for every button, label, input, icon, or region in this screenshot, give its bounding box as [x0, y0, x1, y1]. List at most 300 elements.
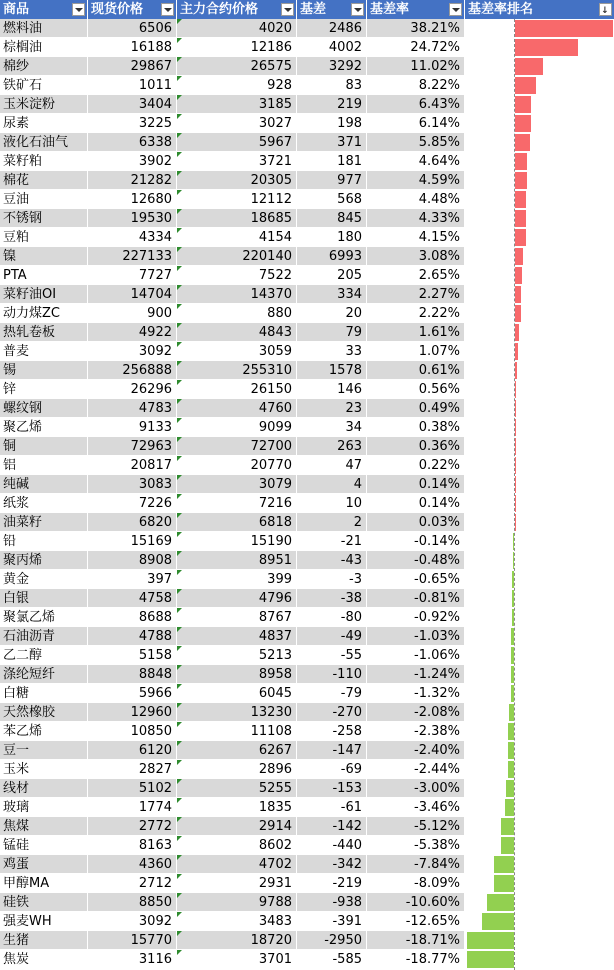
commodity-cell[interactable]: 普麦	[0, 342, 88, 361]
futures-price-cell[interactable]: 928	[177, 76, 297, 95]
commodity-cell[interactable]: 焦煤	[0, 817, 88, 836]
basis-rate-cell[interactable]: 0.36%	[367, 437, 465, 456]
basis-rate-cell[interactable]: 4.64%	[367, 152, 465, 171]
basis-cell[interactable]: -258	[297, 722, 367, 741]
spot-price-cell[interactable]: 3225	[88, 114, 177, 133]
commodity-cell[interactable]: 硅铁	[0, 893, 88, 912]
basis-rate-cell[interactable]: 1.61%	[367, 323, 465, 342]
commodity-cell[interactable]: 纯碱	[0, 475, 88, 494]
futures-price-cell[interactable]: 12186	[177, 38, 297, 57]
futures-price-cell[interactable]: 4154	[177, 228, 297, 247]
spot-price-cell[interactable]: 3092	[88, 912, 177, 931]
rank-bar-cell[interactable]	[465, 646, 614, 665]
spot-price-cell[interactable]: 4360	[88, 855, 177, 874]
spot-price-cell[interactable]: 19530	[88, 209, 177, 228]
basis-cell[interactable]: -61	[297, 798, 367, 817]
commodity-cell[interactable]: 铁矿石	[0, 76, 88, 95]
spot-price-cell[interactable]: 256888	[88, 361, 177, 380]
basis-cell[interactable]: 3292	[297, 57, 367, 76]
spot-price-cell[interactable]: 397	[88, 570, 177, 589]
futures-price-cell[interactable]: 5213	[177, 646, 297, 665]
rank-bar-cell[interactable]	[465, 323, 614, 342]
rank-bar-cell[interactable]	[465, 741, 614, 760]
basis-rate-cell[interactable]: 2.65%	[367, 266, 465, 285]
basis-rate-cell[interactable]: -3.00%	[367, 779, 465, 798]
spot-price-cell[interactable]: 1011	[88, 76, 177, 95]
futures-price-cell[interactable]: 9099	[177, 418, 297, 437]
futures-price-cell[interactable]: 7522	[177, 266, 297, 285]
basis-cell[interactable]: -219	[297, 874, 367, 893]
commodity-cell[interactable]: 天然橡胶	[0, 703, 88, 722]
futures-price-cell[interactable]: 7216	[177, 494, 297, 513]
basis-rate-cell[interactable]: -2.08%	[367, 703, 465, 722]
spot-price-cell[interactable]: 15770	[88, 931, 177, 950]
spot-price-cell[interactable]: 3902	[88, 152, 177, 171]
spot-price-cell[interactable]: 9133	[88, 418, 177, 437]
header-basis[interactable]	[297, 0, 367, 19]
basis-cell[interactable]: -440	[297, 836, 367, 855]
basis-rate-cell[interactable]: 0.03%	[367, 513, 465, 532]
commodity-cell[interactable]: 锡	[0, 361, 88, 380]
rank-bar-cell[interactable]	[465, 209, 614, 228]
rank-bar-cell[interactable]	[465, 247, 614, 266]
commodity-cell[interactable]: 白糖	[0, 684, 88, 703]
rank-bar-cell[interactable]	[465, 133, 614, 152]
rank-bar-cell[interactable]	[465, 532, 614, 551]
basis-cell[interactable]: -342	[297, 855, 367, 874]
basis-rate-cell[interactable]: 11.02%	[367, 57, 465, 76]
futures-price-cell[interactable]: 26575	[177, 57, 297, 76]
rank-bar-cell[interactable]	[465, 456, 614, 475]
commodity-cell[interactable]: 鸡蛋	[0, 855, 88, 874]
futures-price-cell[interactable]: 8958	[177, 665, 297, 684]
basis-cell[interactable]: -49	[297, 627, 367, 646]
basis-cell[interactable]: 263	[297, 437, 367, 456]
basis-rate-cell[interactable]: 0.22%	[367, 456, 465, 475]
futures-price-cell[interactable]: 4837	[177, 627, 297, 646]
futures-price-cell[interactable]: 26150	[177, 380, 297, 399]
basis-cell[interactable]: 371	[297, 133, 367, 152]
commodity-cell[interactable]: 白银	[0, 589, 88, 608]
futures-price-cell[interactable]: 11108	[177, 722, 297, 741]
basis-rate-cell[interactable]: 4.48%	[367, 190, 465, 209]
basis-rate-cell[interactable]: 1.07%	[367, 342, 465, 361]
rank-bar-cell[interactable]	[465, 228, 614, 247]
basis-rate-cell[interactable]: -0.92%	[367, 608, 465, 627]
commodity-cell[interactable]: 线材	[0, 779, 88, 798]
basis-rate-cell[interactable]: 0.14%	[367, 475, 465, 494]
rank-bar-cell[interactable]	[465, 437, 614, 456]
commodity-cell[interactable]: 菜籽粕	[0, 152, 88, 171]
rank-bar-cell[interactable]	[465, 38, 614, 57]
basis-cell[interactable]: 79	[297, 323, 367, 342]
futures-price-cell[interactable]: 4843	[177, 323, 297, 342]
spot-price-cell[interactable]: 10850	[88, 722, 177, 741]
rank-bar-cell[interactable]	[465, 513, 614, 532]
basis-rate-cell[interactable]: -1.32%	[367, 684, 465, 703]
rank-bar-cell[interactable]	[465, 342, 614, 361]
basis-rate-cell[interactable]: 38.21%	[367, 19, 465, 38]
commodity-cell[interactable]: 焦炭	[0, 950, 88, 969]
spot-price-cell[interactable]: 8908	[88, 551, 177, 570]
basis-cell[interactable]: -585	[297, 950, 367, 969]
header-spot-price[interactable]	[88, 0, 177, 19]
commodity-cell[interactable]: 镍	[0, 247, 88, 266]
basis-rate-cell[interactable]: -0.65%	[367, 570, 465, 589]
spot-price-cell[interactable]: 227133	[88, 247, 177, 266]
spot-price-cell[interactable]: 5102	[88, 779, 177, 798]
commodity-cell[interactable]: 燃料油	[0, 19, 88, 38]
commodity-cell[interactable]: 油菜籽	[0, 513, 88, 532]
basis-cell[interactable]: 6993	[297, 247, 367, 266]
basis-rate-cell[interactable]: -18.77%	[367, 950, 465, 969]
spot-price-cell[interactable]: 7226	[88, 494, 177, 513]
basis-cell[interactable]: 34	[297, 418, 367, 437]
spot-price-cell[interactable]: 8688	[88, 608, 177, 627]
commodity-cell[interactable]: 豆油	[0, 190, 88, 209]
commodity-cell[interactable]: 铝	[0, 456, 88, 475]
commodity-cell[interactable]: 聚丙烯	[0, 551, 88, 570]
spot-price-cell[interactable]: 3092	[88, 342, 177, 361]
futures-price-cell[interactable]: 2931	[177, 874, 297, 893]
spot-price-cell[interactable]: 14704	[88, 285, 177, 304]
spot-price-cell[interactable]: 20817	[88, 456, 177, 475]
futures-price-cell[interactable]: 4020	[177, 19, 297, 38]
basis-cell[interactable]: -938	[297, 893, 367, 912]
basis-cell[interactable]: -80	[297, 608, 367, 627]
header-basis-rate[interactable]	[367, 0, 465, 19]
basis-rate-cell[interactable]: -12.65%	[367, 912, 465, 931]
header-commodity[interactable]	[0, 0, 88, 19]
spot-price-cell[interactable]: 6120	[88, 741, 177, 760]
futures-price-cell[interactable]: 2896	[177, 760, 297, 779]
rank-bar-cell[interactable]	[465, 589, 614, 608]
futures-price-cell[interactable]: 18720	[177, 931, 297, 950]
futures-price-cell[interactable]: 399	[177, 570, 297, 589]
rank-bar-cell[interactable]	[465, 304, 614, 323]
commodity-cell[interactable]: 玻璃	[0, 798, 88, 817]
rank-bar-cell[interactable]	[465, 703, 614, 722]
spot-price-cell[interactable]: 29867	[88, 57, 177, 76]
basis-rate-cell[interactable]: 4.59%	[367, 171, 465, 190]
futures-price-cell[interactable]: 220140	[177, 247, 297, 266]
futures-price-cell[interactable]: 880	[177, 304, 297, 323]
basis-cell[interactable]: 23	[297, 399, 367, 418]
basis-rate-cell[interactable]: 0.49%	[367, 399, 465, 418]
basis-cell[interactable]: 1578	[297, 361, 367, 380]
basis-cell[interactable]: -38	[297, 589, 367, 608]
rank-bar-cell[interactable]	[465, 665, 614, 684]
basis-rate-cell[interactable]: -5.38%	[367, 836, 465, 855]
rank-bar-cell[interactable]	[465, 779, 614, 798]
filter-dropdown-icon[interactable]	[161, 3, 174, 16]
basis-cell[interactable]: -391	[297, 912, 367, 931]
filter-dropdown-icon[interactable]	[281, 3, 294, 16]
commodity-cell[interactable]: 菜籽油OI	[0, 285, 88, 304]
basis-rate-cell[interactable]: 0.61%	[367, 361, 465, 380]
rank-bar-cell[interactable]	[465, 931, 614, 950]
spot-price-cell[interactable]: 2712	[88, 874, 177, 893]
rank-bar-cell[interactable]	[465, 475, 614, 494]
basis-rate-cell[interactable]: -18.71%	[367, 931, 465, 950]
spot-price-cell[interactable]: 7727	[88, 266, 177, 285]
basis-cell[interactable]: 198	[297, 114, 367, 133]
rank-bar-cell[interactable]	[465, 494, 614, 513]
sort-descending-icon[interactable]	[599, 3, 612, 16]
spot-price-cell[interactable]: 21282	[88, 171, 177, 190]
commodity-cell[interactable]: PTA	[0, 266, 88, 285]
basis-cell[interactable]: 181	[297, 152, 367, 171]
rank-bar-cell[interactable]	[465, 361, 614, 380]
rank-bar-cell[interactable]	[465, 893, 614, 912]
basis-cell[interactable]: -43	[297, 551, 367, 570]
rank-bar-cell[interactable]	[465, 760, 614, 779]
basis-cell[interactable]: 977	[297, 171, 367, 190]
filter-dropdown-icon[interactable]	[449, 3, 462, 16]
commodity-cell[interactable]: 棉花	[0, 171, 88, 190]
spot-price-cell[interactable]: 4922	[88, 323, 177, 342]
futures-price-cell[interactable]: 1835	[177, 798, 297, 817]
rank-bar-cell[interactable]	[465, 190, 614, 209]
commodity-cell[interactable]: 涤纶短纤	[0, 665, 88, 684]
basis-cell[interactable]: 2	[297, 513, 367, 532]
basis-rate-cell[interactable]: 0.38%	[367, 418, 465, 437]
commodity-cell[interactable]: 棉纱	[0, 57, 88, 76]
basis-rate-cell[interactable]: 6.14%	[367, 114, 465, 133]
commodity-cell[interactable]: 聚乙烯	[0, 418, 88, 437]
commodity-cell[interactable]: 螺纹钢	[0, 399, 88, 418]
basis-cell[interactable]: -3	[297, 570, 367, 589]
rank-bar-cell[interactable]	[465, 817, 614, 836]
futures-price-cell[interactable]: 2914	[177, 817, 297, 836]
spot-price-cell[interactable]: 15169	[88, 532, 177, 551]
spot-price-cell[interactable]: 4334	[88, 228, 177, 247]
futures-price-cell[interactable]: 4702	[177, 855, 297, 874]
spot-price-cell[interactable]: 5966	[88, 684, 177, 703]
rank-bar-cell[interactable]	[465, 285, 614, 304]
commodity-cell[interactable]: 动力煤ZC	[0, 304, 88, 323]
commodity-cell[interactable]: 铅	[0, 532, 88, 551]
commodity-cell[interactable]: 锰硅	[0, 836, 88, 855]
spot-price-cell[interactable]: 6506	[88, 19, 177, 38]
commodity-cell[interactable]: 乙二醇	[0, 646, 88, 665]
basis-cell[interactable]: -270	[297, 703, 367, 722]
rank-bar-cell[interactable]	[465, 57, 614, 76]
basis-cell[interactable]: 2486	[297, 19, 367, 38]
spot-price-cell[interactable]: 2827	[88, 760, 177, 779]
basis-cell[interactable]: 180	[297, 228, 367, 247]
commodity-cell[interactable]: 黄金	[0, 570, 88, 589]
basis-rate-cell[interactable]: -7.84%	[367, 855, 465, 874]
basis-cell[interactable]: 205	[297, 266, 367, 285]
spot-price-cell[interactable]: 4758	[88, 589, 177, 608]
basis-rate-cell[interactable]: -2.38%	[367, 722, 465, 741]
commodity-cell[interactable]: 玉米	[0, 760, 88, 779]
futures-price-cell[interactable]: 8951	[177, 551, 297, 570]
spot-price-cell[interactable]: 16188	[88, 38, 177, 57]
futures-price-cell[interactable]: 3185	[177, 95, 297, 114]
basis-rate-cell[interactable]: 3.08%	[367, 247, 465, 266]
basis-rate-cell[interactable]: 8.22%	[367, 76, 465, 95]
rank-bar-cell[interactable]	[465, 684, 614, 703]
rank-bar-cell[interactable]	[465, 627, 614, 646]
spot-price-cell[interactable]: 8848	[88, 665, 177, 684]
commodity-cell[interactable]: 纸浆	[0, 494, 88, 513]
rank-bar-cell[interactable]	[465, 418, 614, 437]
basis-rate-cell[interactable]: -2.44%	[367, 760, 465, 779]
rank-bar-cell[interactable]	[465, 399, 614, 418]
basis-rate-cell[interactable]: -2.40%	[367, 741, 465, 760]
spot-price-cell[interactable]: 6820	[88, 513, 177, 532]
rank-bar-cell[interactable]	[465, 836, 614, 855]
basis-cell[interactable]: 568	[297, 190, 367, 209]
futures-price-cell[interactable]: 6818	[177, 513, 297, 532]
spot-price-cell[interactable]: 26296	[88, 380, 177, 399]
rank-bar-cell[interactable]	[465, 570, 614, 589]
rank-bar-cell[interactable]	[465, 114, 614, 133]
basis-cell[interactable]: 33	[297, 342, 367, 361]
basis-rate-cell[interactable]: -0.81%	[367, 589, 465, 608]
basis-cell[interactable]: 47	[297, 456, 367, 475]
commodity-cell[interactable]: 强麦WH	[0, 912, 88, 931]
filter-dropdown-icon[interactable]	[351, 3, 364, 16]
rank-bar-cell[interactable]	[465, 95, 614, 114]
commodity-cell[interactable]: 锌	[0, 380, 88, 399]
rank-bar-cell[interactable]	[465, 798, 614, 817]
basis-rate-cell[interactable]: 0.56%	[367, 380, 465, 399]
futures-price-cell[interactable]: 15190	[177, 532, 297, 551]
basis-cell[interactable]: 219	[297, 95, 367, 114]
basis-rate-cell[interactable]: -5.12%	[367, 817, 465, 836]
futures-price-cell[interactable]: 20305	[177, 171, 297, 190]
spot-price-cell[interactable]: 4788	[88, 627, 177, 646]
basis-cell[interactable]: -142	[297, 817, 367, 836]
spot-price-cell[interactable]: 4783	[88, 399, 177, 418]
commodity-cell[interactable]: 热轧卷板	[0, 323, 88, 342]
rank-bar-cell[interactable]	[465, 152, 614, 171]
basis-rate-cell[interactable]: -1.03%	[367, 627, 465, 646]
futures-price-cell[interactable]: 9788	[177, 893, 297, 912]
basis-cell[interactable]: -55	[297, 646, 367, 665]
spot-price-cell[interactable]: 5158	[88, 646, 177, 665]
commodity-cell[interactable]: 豆粕	[0, 228, 88, 247]
spot-price-cell[interactable]: 3083	[88, 475, 177, 494]
commodity-cell[interactable]: 豆一	[0, 741, 88, 760]
futures-price-cell[interactable]: 4796	[177, 589, 297, 608]
spot-price-cell[interactable]: 12680	[88, 190, 177, 209]
futures-price-cell[interactable]: 72700	[177, 437, 297, 456]
filter-dropdown-icon[interactable]	[72, 3, 85, 16]
futures-price-cell[interactable]: 8767	[177, 608, 297, 627]
futures-price-cell[interactable]: 5967	[177, 133, 297, 152]
basis-cell[interactable]: -2950	[297, 931, 367, 950]
futures-price-cell[interactable]: 3701	[177, 950, 297, 969]
spot-price-cell[interactable]: 1774	[88, 798, 177, 817]
basis-cell[interactable]: -147	[297, 741, 367, 760]
commodity-cell[interactable]: 棕榈油	[0, 38, 88, 57]
futures-price-cell[interactable]: 20770	[177, 456, 297, 475]
basis-rate-cell[interactable]: -8.09%	[367, 874, 465, 893]
rank-bar-cell[interactable]	[465, 551, 614, 570]
basis-cell[interactable]: 845	[297, 209, 367, 228]
futures-price-cell[interactable]: 12112	[177, 190, 297, 209]
spot-price-cell[interactable]: 72963	[88, 437, 177, 456]
futures-price-cell[interactable]: 3027	[177, 114, 297, 133]
basis-rate-cell[interactable]: -10.60%	[367, 893, 465, 912]
spot-price-cell[interactable]: 3404	[88, 95, 177, 114]
rank-bar-cell[interactable]	[465, 76, 614, 95]
futures-price-cell[interactable]: 18685	[177, 209, 297, 228]
basis-rate-cell[interactable]: -1.24%	[367, 665, 465, 684]
basis-rate-cell[interactable]: -0.48%	[367, 551, 465, 570]
rank-bar-cell[interactable]	[465, 722, 614, 741]
basis-rate-cell[interactable]: 24.72%	[367, 38, 465, 57]
basis-rate-cell[interactable]: 4.15%	[367, 228, 465, 247]
basis-cell[interactable]: -21	[297, 532, 367, 551]
commodity-cell[interactable]: 不锈钢	[0, 209, 88, 228]
header-basis-rate-rank[interactable]	[465, 0, 614, 19]
futures-price-cell[interactable]: 255310	[177, 361, 297, 380]
basis-rate-cell[interactable]: 4.33%	[367, 209, 465, 228]
commodity-cell[interactable]: 液化石油气	[0, 133, 88, 152]
basis-cell[interactable]: 83	[297, 76, 367, 95]
rank-bar-cell[interactable]	[465, 266, 614, 285]
spot-price-cell[interactable]: 900	[88, 304, 177, 323]
spot-price-cell[interactable]: 8163	[88, 836, 177, 855]
commodity-cell[interactable]: 玉米淀粉	[0, 95, 88, 114]
rank-bar-cell[interactable]	[465, 950, 614, 969]
futures-price-cell[interactable]: 3721	[177, 152, 297, 171]
futures-price-cell[interactable]: 3059	[177, 342, 297, 361]
basis-cell[interactable]: 146	[297, 380, 367, 399]
rank-bar-cell[interactable]	[465, 19, 614, 38]
futures-price-cell[interactable]: 3483	[177, 912, 297, 931]
commodity-cell[interactable]: 聚氯乙烯	[0, 608, 88, 627]
basis-cell[interactable]: 20	[297, 304, 367, 323]
basis-cell[interactable]: 334	[297, 285, 367, 304]
futures-price-cell[interactable]: 6045	[177, 684, 297, 703]
basis-rate-cell[interactable]: -3.46%	[367, 798, 465, 817]
basis-cell[interactable]: -110	[297, 665, 367, 684]
futures-price-cell[interactable]: 13230	[177, 703, 297, 722]
spot-price-cell[interactable]: 12960	[88, 703, 177, 722]
commodity-cell[interactable]: 生猪	[0, 931, 88, 950]
basis-rate-cell[interactable]: 6.43%	[367, 95, 465, 114]
futures-price-cell[interactable]: 5255	[177, 779, 297, 798]
rank-bar-cell[interactable]	[465, 912, 614, 931]
basis-cell[interactable]: -79	[297, 684, 367, 703]
commodity-cell[interactable]: 苯乙烯	[0, 722, 88, 741]
commodity-cell[interactable]: 甲醇MA	[0, 874, 88, 893]
basis-cell[interactable]: -69	[297, 760, 367, 779]
commodity-cell[interactable]: 石油沥青	[0, 627, 88, 646]
basis-rate-cell[interactable]: 5.85%	[367, 133, 465, 152]
basis-rate-cell[interactable]: 2.22%	[367, 304, 465, 323]
spot-price-cell[interactable]: 2772	[88, 817, 177, 836]
basis-cell[interactable]: 4002	[297, 38, 367, 57]
futures-price-cell[interactable]: 6267	[177, 741, 297, 760]
basis-cell[interactable]: -153	[297, 779, 367, 798]
basis-rate-cell[interactable]: 0.14%	[367, 494, 465, 513]
futures-price-cell[interactable]: 3079	[177, 475, 297, 494]
basis-cell[interactable]: 4	[297, 475, 367, 494]
basis-rate-cell[interactable]: -1.06%	[367, 646, 465, 665]
rank-bar-cell[interactable]	[465, 855, 614, 874]
futures-price-cell[interactable]: 4760	[177, 399, 297, 418]
spot-price-cell[interactable]: 8850	[88, 893, 177, 912]
header-futures-price[interactable]	[177, 0, 297, 19]
commodity-cell[interactable]: 尿素	[0, 114, 88, 133]
